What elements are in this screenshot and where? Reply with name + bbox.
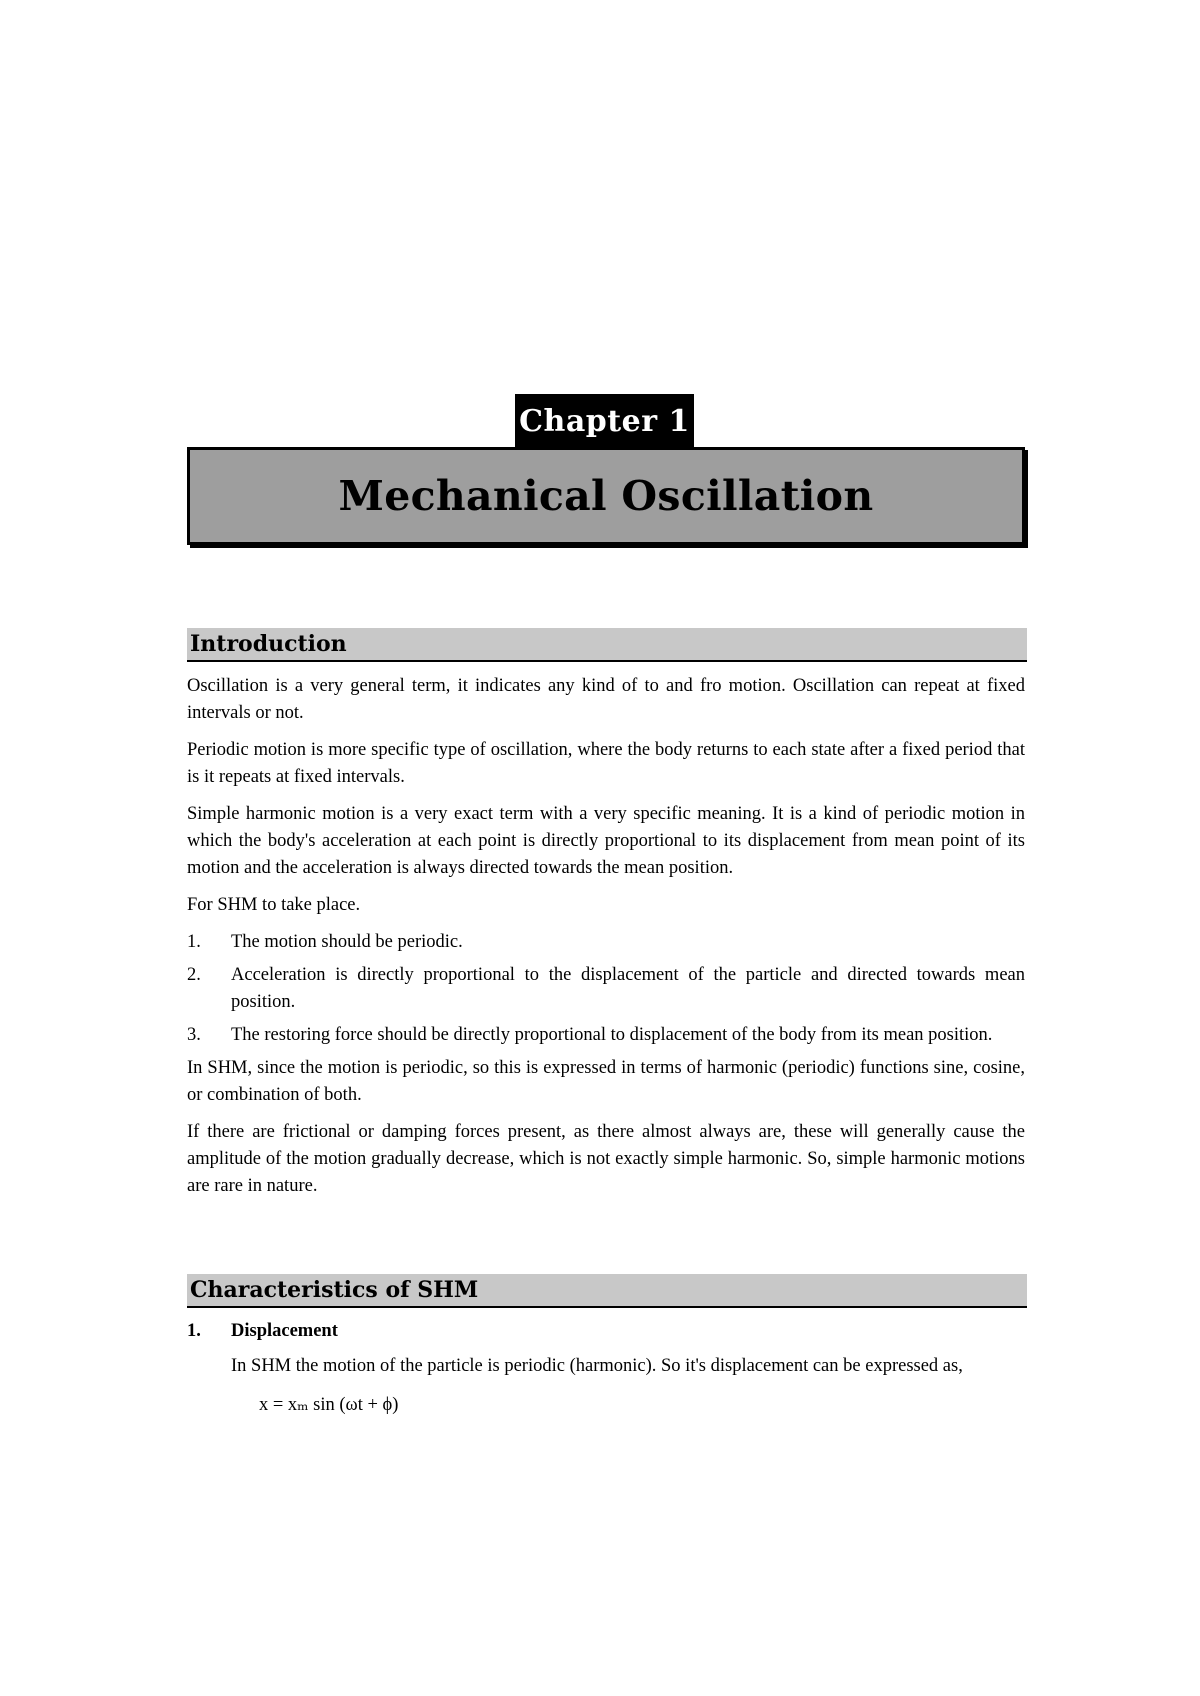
intro-paragraph: If there are frictional or damping forces present, as there almost always are, these will generally cause the amplitude of the motion gradually decrease, which is not exactly simple harmonic. So, simple harmonic motions are rare in nature. (187, 1122, 1025, 1196)
intro-paragraph: In SHM, since the motion is periodic, so this is expressed in terms of harmonic (periodic) functions sine, cosine, or combination of both. (187, 1058, 1025, 1105)
characteristic-text: In SHM the motion of the particle is periodic (harmonic). So it's displacement can be expressed as, (231, 1356, 963, 1376)
characteristic-heading: Displacement (231, 1321, 338, 1341)
intro-paragraph: Simple harmonic motion is a very exact term with a very specific meaning. It is a kind of periodic motion in which the body's acceleration at each point is directly proportional to its displacement from mean point of its motion and the acceleration is always directed towards the mean position. (187, 804, 1025, 878)
characteristic-displacement (187, 1318, 1025, 1419)
condition-item (187, 962, 1025, 1016)
characteristic-title (187, 1318, 1025, 1345)
intro-paragraph: For SHM to take place. (187, 895, 361, 915)
intro-paragraph: Periodic motion is more specific type of oscillation, where the body returns to each state after a fixed period that is it repeats at fixed intervals. (187, 740, 1025, 787)
condition-item (187, 1022, 1025, 1049)
section-heading-characteristics: Characteristics of SHM (187, 1274, 1027, 1308)
characteristic-number: 1. (187, 1321, 201, 1341)
condition-text: Acceleration is directly proportional to the displacement of the particle and directed towards mean position. (231, 965, 1025, 1012)
chapter-title-box (187, 447, 1025, 545)
condition-text: The restoring force should be directly proportional to displacement of the body from its mean position. (231, 1025, 993, 1045)
condition-number: 2. (187, 965, 201, 985)
condition-item (187, 929, 1025, 956)
introduction-body (187, 673, 1025, 1210)
chapter-title: Mechanical Oscillation (338, 472, 874, 520)
condition-number: 1. (187, 932, 201, 952)
section-heading-introduction: Introduction (187, 628, 1027, 662)
displacement-equation: x = xₘ sin (ωt + ϕ) (259, 1395, 399, 1415)
chapter-label: Chapter 1 (515, 394, 694, 448)
condition-text: The motion should be periodic. (231, 932, 463, 952)
intro-paragraph: Oscillation is a very general term, it indicates any kind of to and fro motion. Oscillation can repeat at fixed intervals or not. (187, 676, 1025, 723)
condition-number: 3. (187, 1025, 201, 1045)
